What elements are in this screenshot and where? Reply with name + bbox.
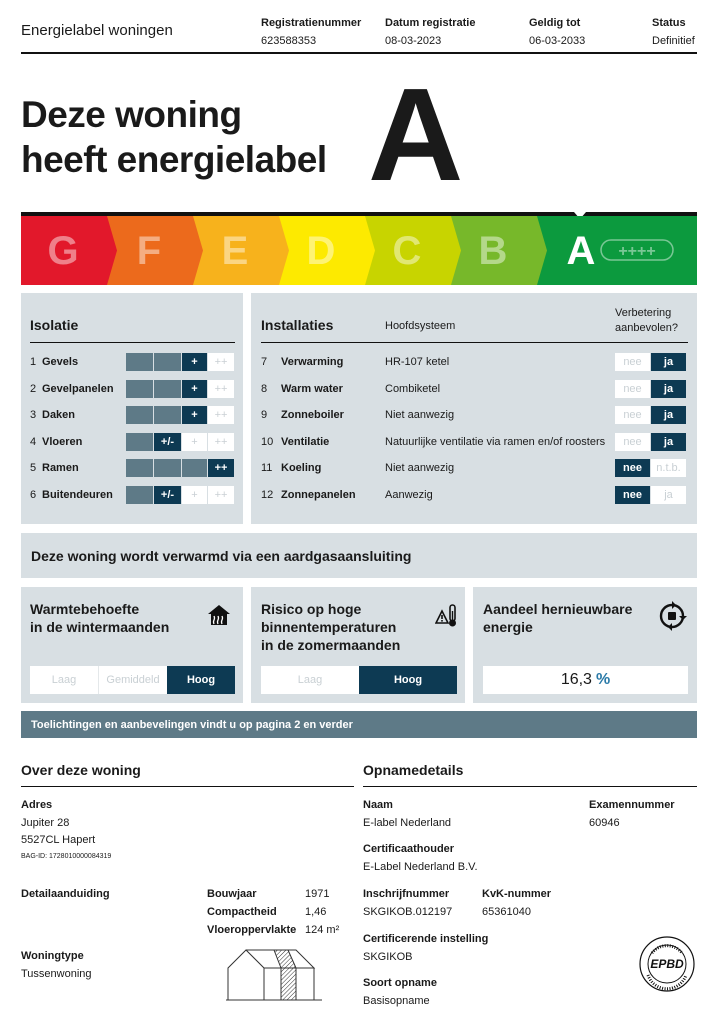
woning-divider [21, 786, 354, 787]
bouwjaar-value: 1971 [305, 888, 330, 900]
risico-box [251, 587, 465, 703]
opname-divider [363, 786, 697, 787]
house-heat-icon [206, 603, 232, 627]
verbetering-header [615, 306, 678, 336]
verbetering-option-ja: ja [651, 486, 686, 504]
field-key: Datum registratie [385, 17, 476, 29]
verbetering-option-ja: ja [651, 433, 686, 451]
aardgas-banner [21, 533, 697, 578]
label-letter-c: C [392, 229, 422, 273]
label-letter-a: A [566, 229, 596, 273]
isolatie-scale-segment [126, 380, 153, 398]
isolatie-row [30, 431, 235, 453]
epbd-logo-text: EPBD [650, 957, 684, 971]
hernieuwbare-value: 16,3 [560, 671, 592, 688]
bouwjaar-label: Bouwjaar [207, 888, 257, 900]
risico-line-1: Risico op hoge [261, 601, 362, 617]
adres-street: Jupiter 28 [21, 817, 70, 829]
label-letter-f: F [136, 229, 162, 273]
isolatie-scale-segment: +/- [154, 433, 181, 451]
soort-opname-value: Basisopname [363, 995, 430, 1007]
isolatie-scale-segment: ++ [208, 433, 234, 451]
kvk-label: KvK-nummer [482, 888, 552, 900]
row-number: 8 [261, 382, 268, 395]
hernieuwbare-title [483, 600, 632, 636]
row-label: Warm water [281, 382, 343, 395]
row-label: Ramen [42, 462, 79, 474]
isolatie-panel [21, 293, 243, 524]
hernieuwbare-line-2: energie [483, 619, 533, 635]
verbetering-option-nee: nee [615, 433, 650, 451]
warmtebehoefte-title [30, 600, 169, 636]
certificaathouder-label: Certificaathouder [363, 843, 455, 855]
hoofdsysteem-header: Hoofdsysteem [385, 320, 456, 332]
registration-date-field [385, 17, 475, 47]
isolatie-scale-segment: + [182, 433, 207, 451]
isolatie-row [30, 351, 235, 373]
row-number: 6 [30, 488, 37, 501]
epbd-logo [638, 935, 696, 993]
verbetering-option-nee: nee [615, 459, 650, 477]
isolatie-scale-segment: ++ [208, 353, 234, 371]
installatie-row [261, 404, 688, 426]
warmtebehoefte-scale [30, 666, 235, 694]
isolatie-scale-segment: + [182, 353, 207, 371]
row-number: 1 [30, 356, 37, 368]
vloeroppervlakte-label: Vloeroppervlakte [207, 924, 297, 936]
verbetering-option-nee: nee [615, 406, 650, 424]
naam-value: E-label Nederland [363, 817, 452, 829]
aardgas-text: Deze woning wordt verwarmd via een aardgasaansluiting [31, 548, 412, 564]
certificerende-instelling-label: Certificerende instelling [363, 933, 489, 945]
row-number: 10 [261, 435, 274, 448]
isolatie-scale-segment [182, 459, 207, 477]
risico-line-2: binnentemperaturen [261, 619, 397, 635]
row-label: Zonneboiler [281, 409, 344, 421]
compactheid-value: 1,46 [305, 906, 327, 918]
warmtebehoefte-line-1: Warmtebehoefte [30, 601, 140, 617]
row-label: Vloeren [42, 435, 83, 448]
label-letter-b: B [478, 229, 508, 273]
isolatie-scale-segment [126, 406, 153, 424]
isolatie-row [30, 457, 235, 479]
row-number: 9 [261, 409, 268, 421]
row-system: Natuurlijke ventilatie via ramen en/of roosters [385, 435, 606, 448]
verbetering-option-ja: ja [651, 380, 686, 398]
kvk-value: 65361040 [482, 906, 531, 918]
scale-hoog: Hoog [167, 666, 235, 694]
isolatie-scale-segment [154, 406, 181, 424]
row-label: Verwarming [281, 356, 344, 368]
hernieuwbare-line-1: Aandeel hernieuwbare [483, 601, 633, 617]
document-title: Energielabel woningen [21, 22, 173, 39]
installaties-title: Installaties [261, 317, 334, 333]
isolatie-scale-segment: ++ [208, 406, 234, 424]
isolatie-scale-segment: + [182, 486, 207, 504]
row-number: 12 [261, 488, 274, 501]
plus-badge-text: ++++ [618, 243, 656, 260]
field-value: Definitief [652, 35, 695, 47]
isolatie-scale-segment: ++ [208, 459, 234, 477]
row-system: Niet aanwezig [385, 409, 455, 421]
isolatie-scale-segment: ++ [208, 380, 234, 398]
isolatie-scale-segment [126, 486, 153, 504]
scale-hoog: Hoog [359, 666, 457, 694]
hernieuwbare-box [473, 587, 697, 703]
verbetering-line-2: aanbevolen? [615, 322, 679, 334]
over-deze-woning-title: Over deze woning [21, 762, 141, 778]
row-number: 3 [30, 409, 37, 421]
row-label: Gevelpanelen [42, 382, 114, 395]
isolatie-scale-segment [126, 433, 153, 451]
field-value: 08-03-2023 [385, 35, 442, 47]
bag-id: BAG-ID: 1728010000084319 [21, 853, 112, 860]
isolatie-scale-segment [154, 459, 181, 477]
verbetering-line-1: Verbetering [615, 307, 672, 319]
examennummer-value: 60946 [589, 817, 620, 829]
hernieuwbare-value-field [483, 666, 688, 694]
inschrijfnummer-value: SKGIKOB.012197 [363, 906, 453, 918]
naam-label: Naam [363, 799, 393, 811]
isolatie-scale-segment [154, 380, 181, 398]
row-system: Niet aanwezig [385, 462, 455, 474]
field-value: 623588353 [261, 35, 317, 47]
verbetering-option-ja: ja [651, 353, 686, 371]
soort-opname-label: Soort opname [363, 977, 437, 989]
isolatie-row [30, 378, 235, 400]
warmtebehoefte-box [21, 587, 243, 703]
header-divider [21, 52, 697, 54]
row-number: 5 [30, 462, 37, 474]
energy-label-letter: A [368, 61, 464, 208]
scale-gemiddeld: Gemiddeld [98, 666, 167, 694]
isolatie-scale-segment [126, 353, 153, 371]
risico-line-3: in de zomermaanden [261, 637, 401, 653]
isolatie-divider [30, 342, 235, 343]
isolatie-row [30, 404, 235, 426]
isolatie-scale-segment: +/- [154, 486, 181, 504]
status-field [652, 17, 695, 47]
headline-line-1: Deze woning [21, 94, 242, 135]
field-key: Status [652, 17, 686, 29]
energy-label-scale [21, 216, 697, 285]
installatie-row [261, 484, 688, 506]
verbetering-option-nee: nee [615, 486, 650, 504]
row-system: Combiketel [385, 382, 441, 395]
isolatie-row [30, 484, 235, 506]
installatie-row [261, 351, 688, 373]
installatie-row [261, 431, 688, 453]
field-key: Registratienummer [261, 17, 362, 29]
installatie-row [261, 457, 688, 479]
certificaathouder-value: E-Label Nederland B.V. [363, 861, 478, 873]
isolatie-scale-segment: + [182, 406, 207, 424]
field-key: Geldig tot [529, 17, 581, 29]
row-label: Ventilatie [281, 435, 330, 448]
row-number: 2 [30, 382, 37, 395]
isolatie-scale-segment: ++ [208, 486, 234, 504]
inschrijfnummer-label: Inschrijfnummer [363, 888, 450, 900]
installaties-panel [251, 293, 697, 524]
verbetering-option-nee: nee [615, 353, 650, 371]
label-letter-g: G [47, 229, 79, 273]
label-letter-d: D [306, 229, 336, 273]
woningtype-label: Woningtype [21, 950, 84, 962]
registration-number-field [261, 17, 361, 47]
row-label: Daken [42, 409, 76, 421]
adres-city: 5527CL Hapert [21, 834, 96, 846]
isolatie-scale-segment [126, 459, 153, 477]
field-value: 06-03-2033 [529, 35, 586, 47]
headline-line-2: heeft energielabel [21, 139, 327, 180]
valid-until-field [529, 17, 585, 47]
risico-title [261, 600, 400, 654]
certificerende-instelling-value: SKGIKOB [363, 951, 413, 963]
scale-laag: Laag [30, 666, 98, 694]
installaties-divider [261, 342, 688, 343]
risico-scale [261, 666, 457, 694]
woningtype-value: Tussenwoning [21, 968, 92, 980]
installatie-row [261, 378, 688, 400]
row-system: HR-107 ketel [385, 356, 450, 368]
warmtebehoefte-line-2: in de wintermaanden [30, 619, 170, 635]
row-number: 7 [261, 356, 268, 368]
opnamedetails-title: Opnamedetails [363, 762, 464, 778]
vloeroppervlakte-value: 124 m² [305, 924, 340, 936]
headline [21, 92, 327, 182]
compactheid-label: Compactheid [207, 906, 277, 918]
row-label: Koeling [281, 462, 322, 474]
row-label: Gevels [42, 356, 79, 368]
isolatie-title: Isolatie [30, 317, 79, 333]
row-number: 11 [261, 462, 273, 474]
row-system: Aanwezig [385, 488, 433, 501]
label-letter-e: E [221, 229, 249, 273]
row-number: 4 [30, 435, 37, 448]
row-label: Zonnepanelen [281, 488, 356, 501]
isolatie-scale-segment: + [182, 380, 207, 398]
verbetering-option-ja: ja [651, 406, 686, 424]
renewable-cycle-icon [657, 601, 687, 631]
examennummer-label: Examennummer [589, 799, 675, 811]
detailaanduiding-label: Detailaanduiding [21, 888, 110, 900]
adres-label: Adres [21, 799, 53, 811]
toelichting-text: Toelichtingen en aanbevelingen vindt u op pagina 2 en verder [31, 719, 353, 731]
isolatie-scale-segment [154, 353, 181, 371]
toelichting-banner [21, 711, 697, 738]
percent-unit: % [595, 671, 611, 688]
scale-laag: Laag [261, 666, 359, 694]
thermometer-warning-icon [435, 603, 459, 629]
row-label: Buitendeuren [42, 488, 113, 501]
verbetering-option-nee: nee [615, 380, 650, 398]
tussenwoning-house-icon [226, 946, 322, 1002]
verbetering-option-ja: n.t.b. [651, 459, 686, 477]
